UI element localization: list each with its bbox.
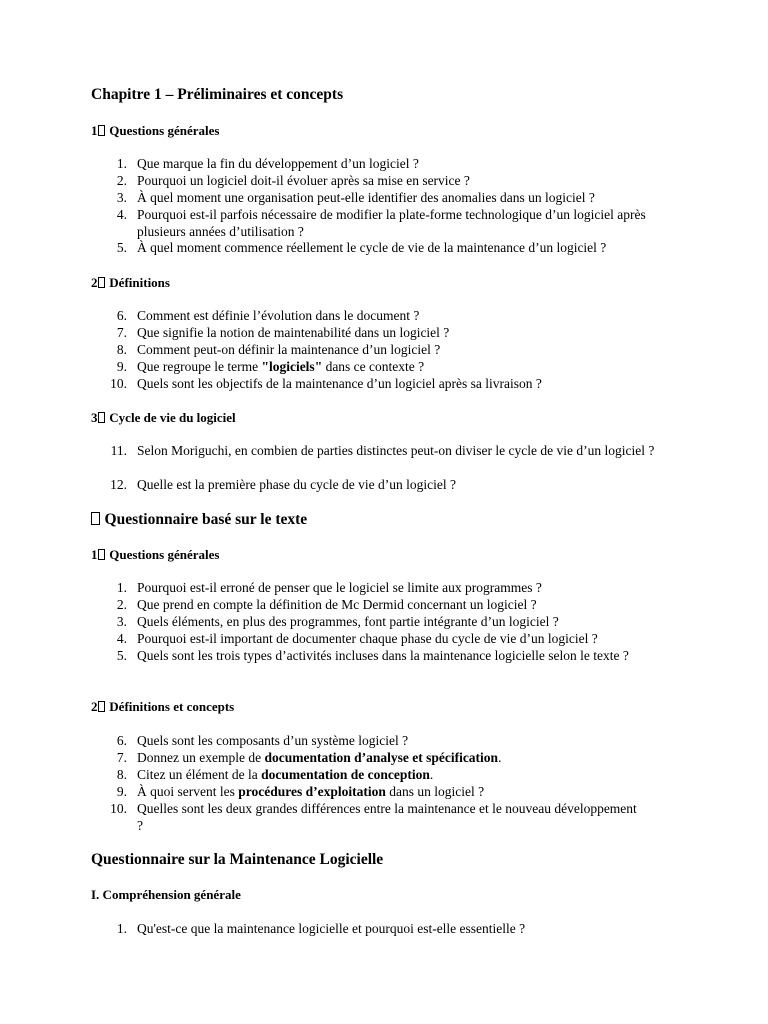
section-title: Définitions et concepts [109,699,235,714]
item-text: Quels éléments, en plus des programmes, font partie intégrante d’un logiciel ? [137,614,559,629]
item-text-bold: procédures d’exploitation [238,784,386,799]
item-text-part: . [429,767,434,782]
item-number: 9. [116,784,127,799]
item-text [137,784,693,801]
missing-glyph-icon [91,512,100,525]
missing-glyph-icon [98,412,106,423]
item-number: 1. [116,921,127,936]
item-text-bold: documentation de conception [261,767,430,782]
item-number: 3. [116,614,127,629]
item-number: 11. [110,443,127,458]
item-number: 2. [116,597,127,612]
item-text: À quel moment une organisation peut-elle identifier des anomalies dans un logiciel ? [137,190,595,205]
missing-glyph-icon [98,277,106,288]
section-title: Questions générales [109,547,220,562]
item-text [137,359,693,376]
item-number: 1. [116,580,127,595]
item-text-bold: documentation d’analyse et spécification [264,750,499,765]
item-number: 7. [116,750,127,765]
item-number: 6. [116,308,127,323]
item-text: Que marque la fin du développement d’un logiciel ? [137,156,419,171]
item-number: 10. [110,376,127,391]
item-number: 10. [110,801,127,816]
section-heading-questions-generales-2 [91,547,219,563]
item-text-bold: "logiciels" [261,359,323,374]
item-text: À quel moment commence réellement le cycle de vie de la maintenance d’un logiciel ? [137,240,607,255]
item-text [137,767,693,784]
item-number: 4. [116,631,127,646]
item-text: Que prend en compte la définition de Mc Dermid concernant un logiciel ? [137,597,537,612]
item-number: 6. [116,733,127,748]
missing-glyph-icon [98,549,106,560]
section-number: 1 [91,547,98,562]
item-text-part: Donnez un exemple de [137,750,265,765]
item-text: Qu'est-ce que la maintenance logicielle et pourquoi est-elle essentielle ? [137,921,526,936]
item-text-part: dans ce contexte ? [322,359,425,374]
item-text-part: dans un logiciel ? [385,784,485,799]
item-text: Pourquoi un logiciel doit-il évoluer après sa mise en service ? [137,173,470,188]
section-heading-comprehension-generale: I. Compréhension générale [91,887,241,902]
item-number: 12. [110,477,127,492]
item-number: 3. [116,190,127,205]
section-title: Cycle de vie du logiciel [109,410,236,425]
item-text-part: . [498,750,502,765]
item-number: 4. [116,207,127,222]
section-heading-cycle-de-vie [91,410,236,426]
section-heading-definitions-concepts [91,699,234,715]
missing-glyph-icon [98,701,106,712]
item-text: Selon Moriguchi, en combien de parties distinctes peut-on diviser le cycle de vie d’un logiciel ? [137,443,655,458]
item-text: Quels sont les objectifs de la maintenance d’un logiciel après sa livraison ? [137,376,542,391]
section-number: 1 [91,123,98,138]
section-title: Questions générales [109,123,220,138]
item-number: 9. [116,359,127,374]
item-text-part: Citez un élément de la [137,767,262,782]
item-text: Quelle est la première phase du cycle de vie d’un logiciel ? [137,477,456,492]
section-title: Définitions [109,275,170,290]
item-number: 8. [116,342,127,357]
item-number: 1. [116,156,127,171]
chapter-title: Chapitre 1 – Préliminaires et concepts [91,86,344,103]
questionnaire-maintenance-title: Questionnaire sur la Maintenance Logicielle [91,851,384,868]
section-number: 3 [91,410,98,425]
item-number: 8. [116,767,127,782]
item-number: 5. [116,648,127,663]
missing-glyph-icon [98,125,106,136]
item-text: Comment peut-on définir la maintenance d’un logiciel ? [137,342,441,357]
item-text [137,750,693,767]
item-text: Que signifie la notion de maintenabilité dans un logiciel ? [137,325,450,340]
item-number: 7. [116,325,127,340]
section-number: 2 [91,699,98,714]
item-text: Comment est définie l’évolution dans le document ? [137,308,420,323]
item-text: Pourquoi est-il important de documenter chaque phase du cycle de vie d’un logiciel ? [137,631,598,646]
heading-text: Questionnaire basé sur le texte [104,511,308,528]
section-number: 2 [91,275,98,290]
item-text: Quels sont les composants d’un système logiciel ? [137,733,409,748]
item-text-part: À quoi servent les [137,784,239,799]
item-text: Pourquoi est-il parfois nécessaire de modifier la plate-forme technologique d’un logiciel après plusieurs années d’utilisation ? [137,207,646,239]
item-text-part: Que regroupe le terme [137,359,262,374]
questionnaire-text-title [91,511,307,529]
item-text: Quelles sont les deux grandes différences entre la maintenance et le nouveau développement ? [137,801,637,833]
item-number: 5. [116,240,127,255]
item-number: 2. [116,173,127,188]
section-heading-definitions [91,275,170,291]
item-text: Pourquoi est-il erroné de penser que le logiciel se limite aux programmes ? [137,580,542,595]
section-heading-questions-generales [91,123,219,139]
item-text: Quels sont les trois types d’activités incluses dans la maintenance logicielle selon le texte ? [137,648,629,663]
